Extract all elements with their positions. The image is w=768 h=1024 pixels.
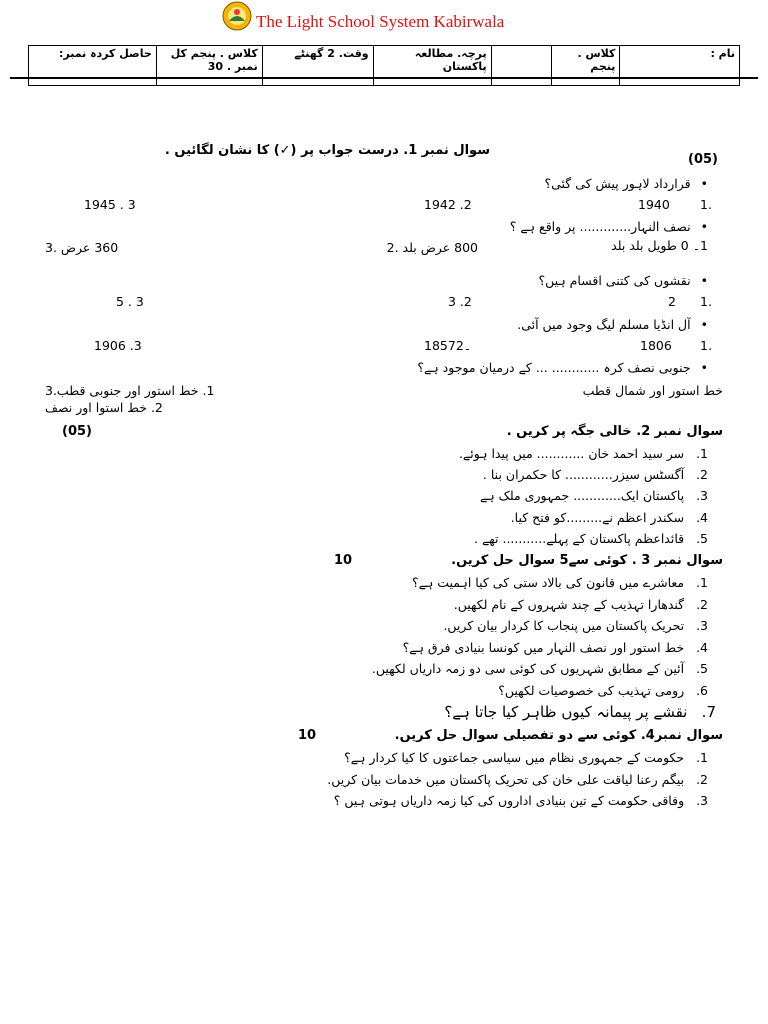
class-cell: کلاس . پنجم [551, 46, 620, 79]
q4-item-3 [334, 793, 708, 808]
q2-item-4 [511, 510, 708, 525]
header-rule [10, 77, 758, 79]
q1-item-5: • جنوبی نصف کرہ ............ ... کے درمیان موجود ہے؟ [417, 360, 708, 375]
q3-item-1 [412, 575, 708, 590]
q2-2-num: 2. [696, 467, 708, 482]
q1-4-opt3: 1906 .3 [94, 338, 142, 353]
q3-1-text: معاشرے میں قانون کی بالاد ستی کی کیا اہمیت ہے؟ [411, 575, 685, 590]
q1-1-opt3: 1945 . 3 [84, 197, 136, 212]
q3-item-4 [403, 640, 708, 655]
q1-item-1: • قرارداد لاہور پیش کی گئی؟ [544, 176, 708, 191]
q2-title: سوال نمبر 2. خالی جگہ پر کریں . [506, 424, 723, 439]
school-name: The Light School System Kabirwala [256, 12, 505, 31]
q2-4-num: 4. [696, 510, 708, 525]
q1-4-opt1-num: 1. [700, 338, 712, 353]
q1-1-opt1-num: 1. [700, 197, 712, 212]
q3-4-num: 4. [696, 640, 708, 655]
q3-item-6 [498, 683, 708, 698]
q4-marks: 10 [298, 728, 317, 743]
q2-1-num: 1. [696, 446, 708, 461]
q4-3-num: 3. [696, 793, 708, 808]
header-table [28, 45, 740, 86]
class-marks-cell: کلاس . پنجم کل نمبر . 30 [156, 46, 262, 79]
q1-2-opt3: 360 عرض .3 [45, 240, 119, 255]
name-cell: نام : [620, 46, 740, 79]
q1-4-opt2: 1857۔2 [424, 338, 472, 353]
blank-cell [491, 46, 551, 79]
q3-3-text: تحریک پاکستان میں پنجاب کا کردار بیان کریں. [443, 618, 685, 633]
q3-7-num: 7. [701, 703, 716, 721]
q2-5-num: 5. [696, 531, 708, 546]
q3-title: سوال نمبر 3 . کوئی سے5 سوال حل کریں. [451, 553, 723, 568]
obtained-marks-cell: حاصل کردہ نمبر: [29, 46, 157, 79]
q3-7-text: نقشے پر پیمانہ کیوں ظاہر کیا جاتا ہے؟ [444, 703, 688, 721]
q1-item-3: • نقشوں کی کتنی اقسام ہیں؟ [538, 273, 708, 288]
q1-1-opt2: 1942 .2 [424, 197, 472, 212]
q2-4-text: سکندر اعظم نے.........کو فتح کیا. [510, 510, 685, 525]
q1-item-2: • نصف النہار............. پر واقع ہے ؟ [510, 219, 708, 234]
q3-item-7 [444, 703, 716, 721]
q1-marks: (05) [688, 152, 718, 167]
q3-5-text: آئین کے مطابق شہریوں کی کوئی سی دو زمہ داریاں لکھیں. [371, 661, 685, 676]
q1-2-opt2: 800 عرض بلد .2 [386, 240, 478, 255]
q3-item-2 [454, 597, 708, 612]
q4-3-text: وفاقی حکومت کے تین بنیادی اداروں کی کیا زمہ داریاں ہوتی ہیں ؟ [333, 793, 685, 808]
q4-item-2 [327, 772, 708, 787]
q1-5-opt2: 1. خط استور اور جنوبی قطب.3 [45, 383, 215, 398]
q3-4-text: خط استور اور نصف النہار میں کونسا بنیادی فرق ہے؟ [402, 640, 685, 655]
q1-5-opt1: خط استور اور شمال قطب [582, 383, 723, 398]
q1-title: سوال نمبر 1. درست جواب پر (✓) کا نشان لگائیں . [164, 143, 490, 158]
q2-item-2 [483, 467, 708, 482]
q2-item-5 [474, 531, 708, 546]
q2-item-3 [480, 488, 708, 503]
q1-4-opt1: 1806 [640, 338, 672, 353]
school-logo-icon [220, 1, 254, 31]
q3-2-text: گندھارا تہذیب کے چند شہروں کے نام لکھیں. [453, 597, 685, 612]
q3-3-num: 3. [696, 618, 708, 633]
q2-marks: (05) [62, 424, 92, 439]
q3-5-num: 5. [696, 661, 708, 676]
q3-6-text: رومی تہذیب کی خصوصیات لکھیں؟ [498, 683, 685, 698]
paper-cell: پرچہ. مطالعہ پاکستان [373, 46, 491, 79]
q2-3-text: پاکستان ایک............ جمہوری ملک ہے [480, 488, 685, 503]
q3-1-num: 1. [696, 575, 708, 590]
q1-1-opt1: 1940 [638, 197, 670, 212]
q4-1-text: حکومت کے جمہوری نظام میں سیاسی جماعتوں کا کیا کردار ہے؟ [344, 750, 685, 765]
q4-item-1 [344, 750, 708, 765]
q4-1-num: 1. [696, 750, 708, 765]
q1-3-opt3: 5 . 3 [116, 294, 144, 309]
q2-1-text: سر سید احمد خان ............ میں پیدا ہوئے. [458, 446, 685, 461]
q4-2-num: 2. [696, 772, 708, 787]
q3-item-5 [372, 661, 708, 676]
q1-3-opt1: 2 [668, 294, 676, 309]
q3-item-3 [443, 618, 708, 633]
q1-item-4: • آل انڈیا مسلم لیگ وجود میں آئی. [517, 317, 708, 332]
q1-3-opt1-num: 1. [700, 294, 712, 309]
q4-title: سوال نمبر4. کوئی سے دو تفصیلی سوال حل کریں. [394, 728, 723, 743]
q1-2-opt1: 1۔ 0 طویل بلد بلد [611, 238, 708, 253]
time-cell: وقت. 2 گھنٹے [262, 46, 373, 79]
q2-item-1 [459, 446, 708, 461]
q1-3-opt2: 3 .2 [448, 294, 472, 309]
q3-marks: 10 [334, 553, 353, 568]
q3-6-num: 6. [696, 683, 708, 698]
q2-3-num: 3. [696, 488, 708, 503]
q2-5-text: قائداعظم پاکستان کے پہلے........... تھے . [474, 531, 685, 546]
q1-5-opt3: 2. خط استوا اور نصف [45, 400, 163, 415]
q2-2-text: آگسٹس سیزر............ کا حکمران بنا . [482, 467, 685, 482]
q3-2-num: 2. [696, 597, 708, 612]
q4-2-text: بیگم رعنا لیاقت علی خان کی تحریک پاکستان میں خدمات بیان کریں. [327, 772, 685, 787]
